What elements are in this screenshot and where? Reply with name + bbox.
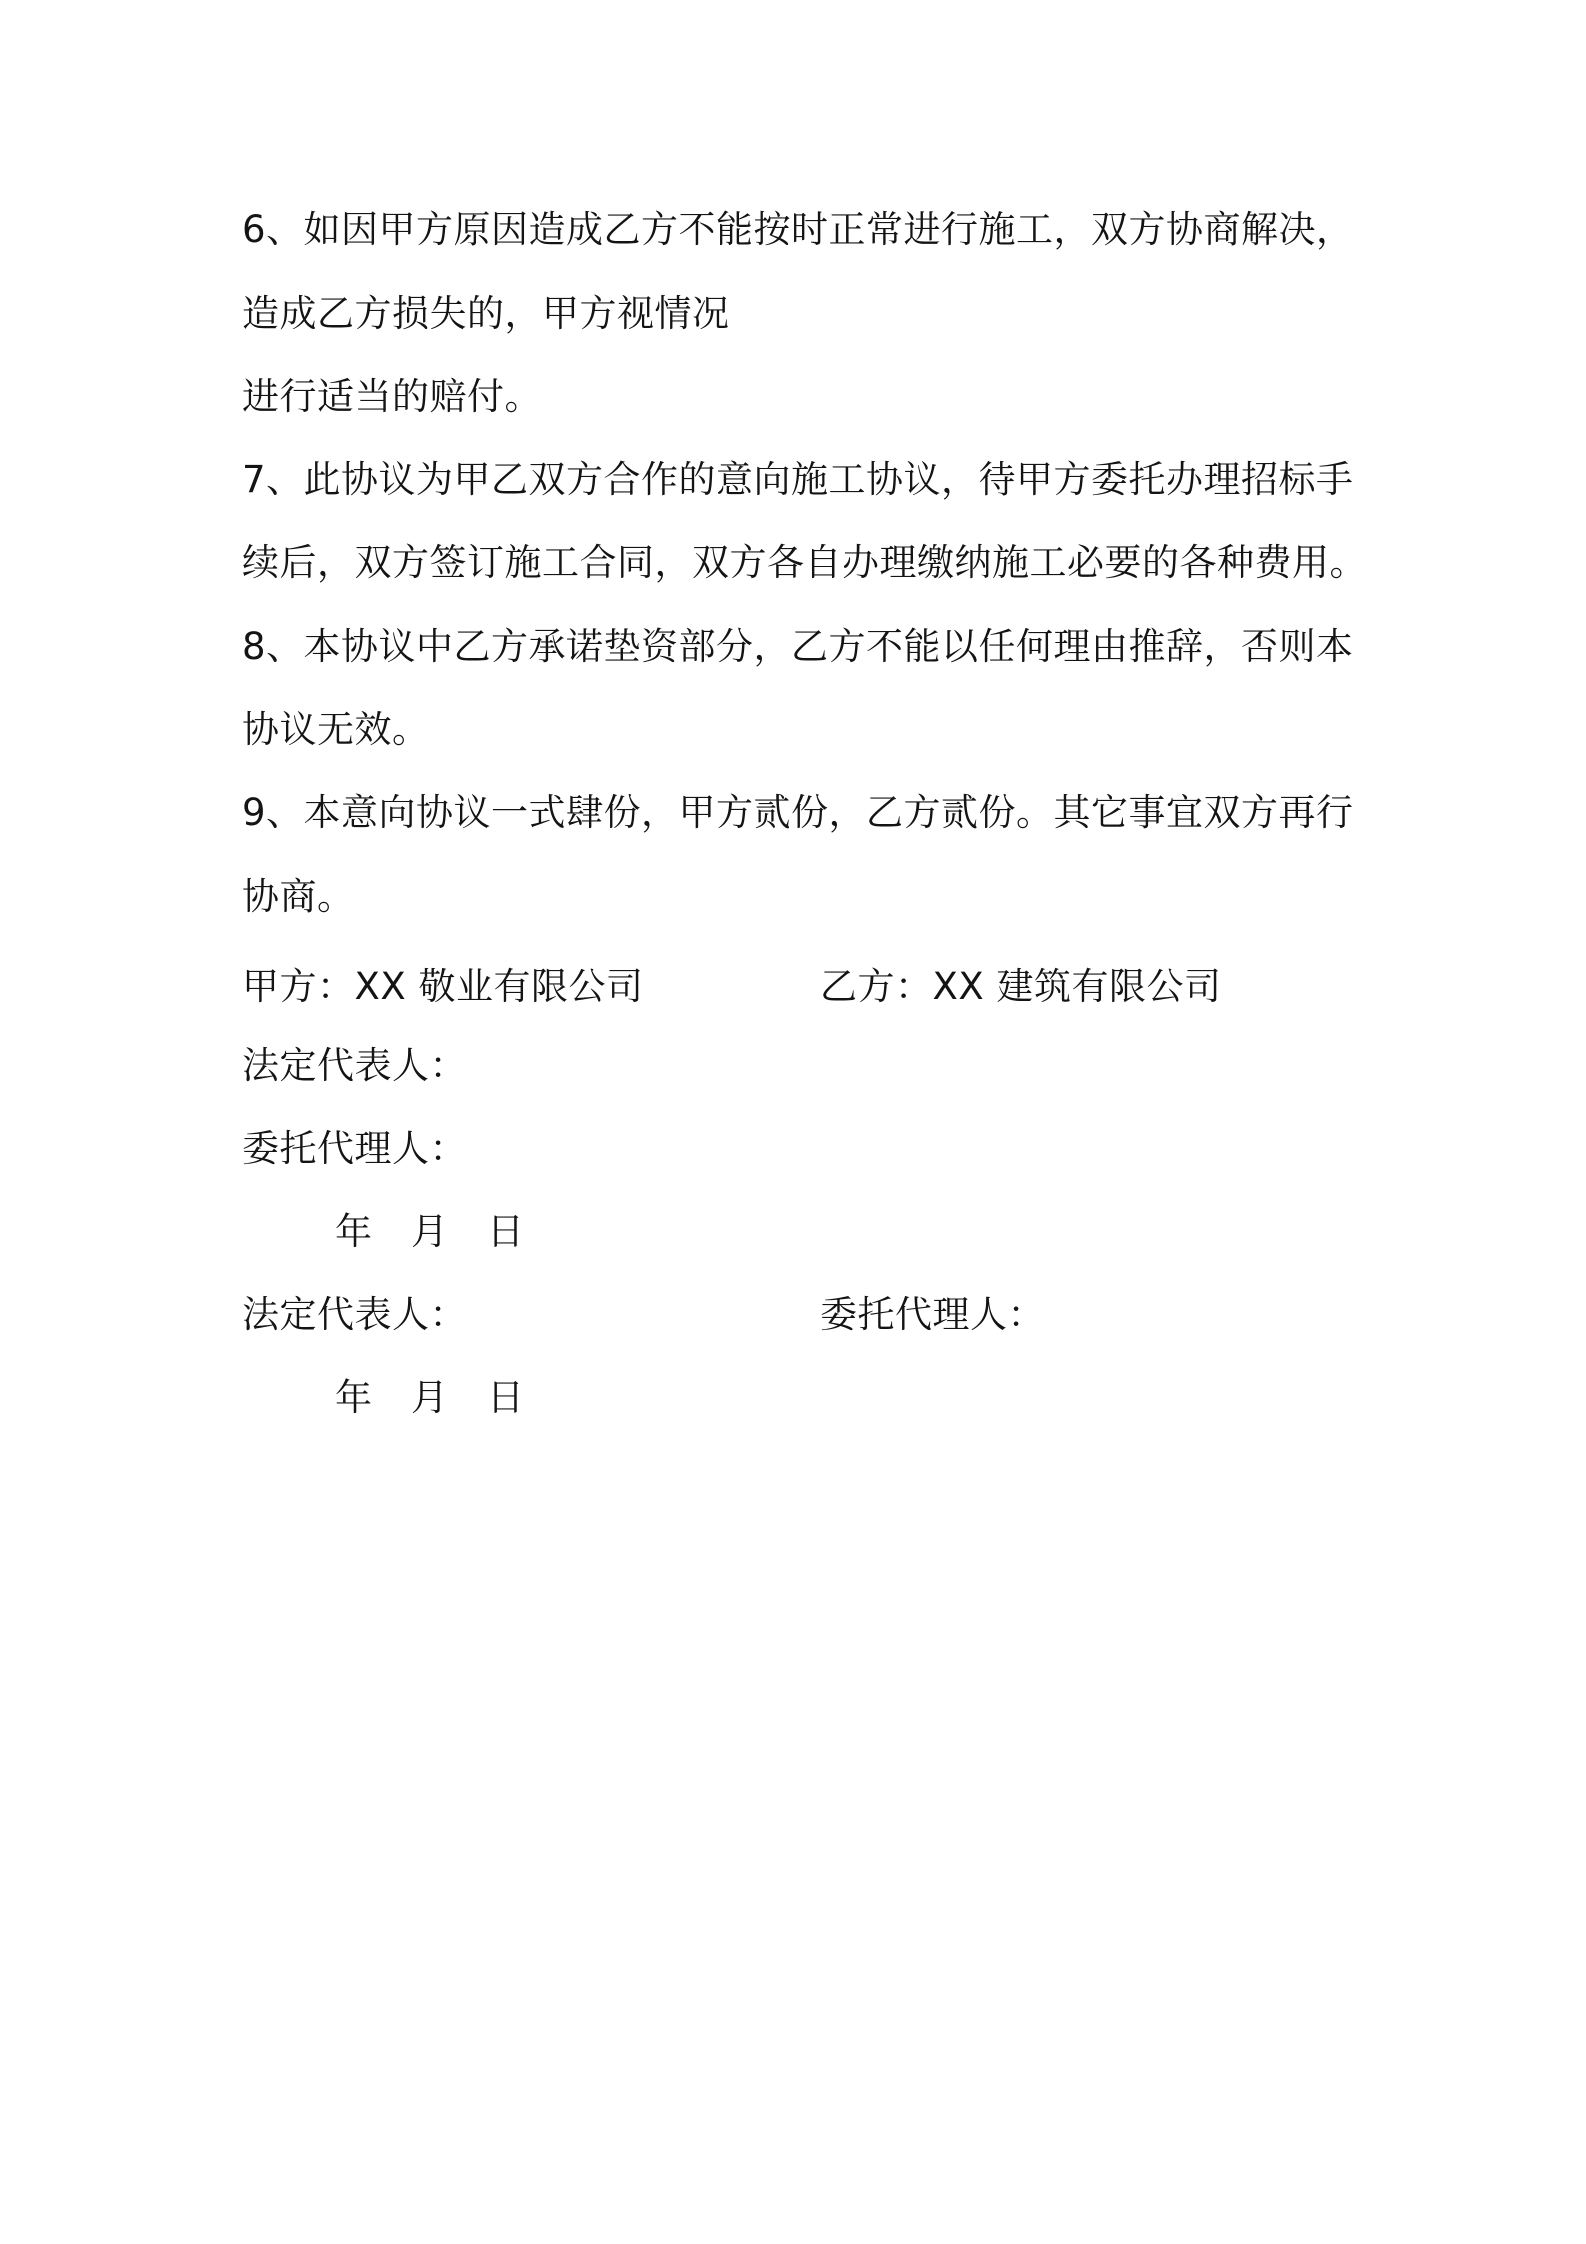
clause-7-line-1: 7、此协议为甲乙双方合作的意向施工协议，待甲方委托办理招标手: [242, 458, 1354, 501]
clause-6-line-1: 6、如因甲方原因造成乙方不能按时正常进行施工，双方协商解决，: [242, 208, 1354, 251]
clause-6-line-3: 进行适当的赔付。: [242, 375, 542, 418]
clause-8-line-1: 8、本协议中乙方承诺垫资部分，乙方不能以任何理由推辞，否则本: [242, 625, 1354, 668]
legal-representative-label-2: 法定代表人：: [242, 1293, 467, 1336]
date-line-1: [335, 1207, 563, 1257]
clause-7-line-2: 续后，双方签订施工合同，双方各自办理缴纳施工必要的各种费用。: [242, 541, 1367, 584]
clause-8-line-2: 协议无效。: [242, 708, 430, 751]
authorized-agent-label-2: 委托代理人：: [820, 1293, 1045, 1336]
date-line-2: [335, 1373, 563, 1423]
date-day: 日: [487, 1376, 524, 1419]
clause-6-line-2: 造成乙方损失的，甲方视情况: [242, 292, 730, 335]
clause-9-line-2: 协商。: [242, 875, 355, 918]
party-b-label: 乙方：XX 建筑有限公司: [820, 965, 1222, 1008]
authorized-agent-label: 委托代理人：: [242, 1127, 467, 1170]
date-year: 年: [335, 1210, 372, 1253]
date-month: 月: [411, 1210, 448, 1253]
date-day: 日: [487, 1210, 524, 1253]
clause-9-line-1: 9、本意向协议一式肆份，甲方贰份，乙方贰份。其它事宜双方再行: [242, 791, 1354, 834]
date-year: 年: [335, 1376, 372, 1419]
party-a-label: 甲方：XX 敬业有限公司: [242, 965, 644, 1008]
date-month: 月: [411, 1376, 448, 1419]
legal-representative-label: 法定代表人：: [242, 1044, 467, 1087]
